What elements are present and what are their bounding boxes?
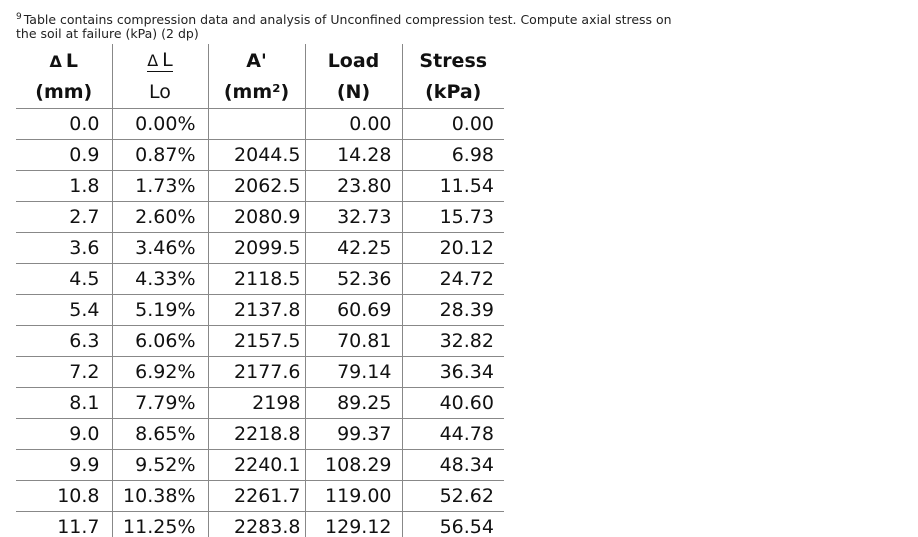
header-load: Load <box>305 44 402 77</box>
header-stress: Stress <box>402 44 504 77</box>
unit-mm2: (mm²) <box>208 77 305 108</box>
delta-l-cell: 2.7 <box>16 201 112 232</box>
load-cell: 42.25 <box>305 232 402 263</box>
load-cell: 60.69 <box>305 294 402 325</box>
table-body <box>16 108 504 537</box>
table-row <box>16 201 504 232</box>
area-cell: 2240.1 <box>208 449 305 480</box>
header-corrected-area: A' <box>208 44 305 77</box>
delta-l-cell: 9.9 <box>16 449 112 480</box>
load-cell: 70.81 <box>305 325 402 356</box>
load-cell: 119.00 <box>305 480 402 511</box>
delta-l-cell: 4.5 <box>16 263 112 294</box>
load-cell: 79.14 <box>305 356 402 387</box>
strain-cell: 0.87% <box>112 139 208 170</box>
compression-data-table <box>16 44 504 537</box>
table-row <box>16 232 504 263</box>
strain-cell: 3.46% <box>112 232 208 263</box>
load-cell: 52.36 <box>305 263 402 294</box>
table-row <box>16 108 504 139</box>
strain-cell: 11.25% <box>112 511 208 537</box>
stress-cell: 36.34 <box>402 356 504 387</box>
strain-cell: 1.73% <box>112 170 208 201</box>
question-prompt: Table contains compression data and analysis of Unconfined compression test. Compute axial stress on the soil at failure (kPa) (2 dp) <box>16 12 672 41</box>
fraction-denominator-lo: Lo <box>112 77 208 108</box>
delta-l-cell: 10.8 <box>16 480 112 511</box>
load-cell: 99.37 <box>305 418 402 449</box>
area-cell: 2118.5 <box>208 263 305 294</box>
area-cell: 2062.5 <box>208 170 305 201</box>
stress-cell: 52.62 <box>402 480 504 511</box>
stress-cell: 40.60 <box>402 387 504 418</box>
area-cell: 2283.8 <box>208 511 305 537</box>
question-text-block <box>16 10 676 41</box>
stress-cell: 6.98 <box>402 139 504 170</box>
delta-l-cell: 1.8 <box>16 170 112 201</box>
area-cell: 2261.7 <box>208 480 305 511</box>
area-cell <box>208 108 305 139</box>
unit-mm: (mm) <box>16 77 112 108</box>
stress-cell: 32.82 <box>402 325 504 356</box>
stress-cell: 15.73 <box>402 201 504 232</box>
load-cell: 108.29 <box>305 449 402 480</box>
area-cell: 2177.6 <box>208 356 305 387</box>
table-row <box>16 294 504 325</box>
strain-cell: 8.65% <box>112 418 208 449</box>
load-cell: 14.28 <box>305 139 402 170</box>
strain-cell: 0.00% <box>112 108 208 139</box>
unit-kpa: (kPa) <box>402 77 504 108</box>
table-row <box>16 263 504 294</box>
strain-cell: 6.92% <box>112 356 208 387</box>
stress-cell: 56.54 <box>402 511 504 537</box>
strain-cell: 4.33% <box>112 263 208 294</box>
stress-cell: 24.72 <box>402 263 504 294</box>
stress-cell: 0.00 <box>402 108 504 139</box>
table-row <box>16 511 504 537</box>
strain-cell: 2.60% <box>112 201 208 232</box>
area-cell: 2198 <box>208 387 305 418</box>
table-row <box>16 418 504 449</box>
area-cell: 2099.5 <box>208 232 305 263</box>
load-cell: 129.12 <box>305 511 402 537</box>
area-cell: 2137.8 <box>208 294 305 325</box>
delta-icon: Δ <box>49 51 62 71</box>
table-row <box>16 449 504 480</box>
unit-n: (N) <box>305 77 402 108</box>
delta-l-cell: 5.4 <box>16 294 112 325</box>
strain-cell: 9.52% <box>112 449 208 480</box>
load-cell: 89.25 <box>305 387 402 418</box>
table-row <box>16 480 504 511</box>
header-strain-numerator <box>112 44 208 77</box>
delta-l-cell: 11.7 <box>16 511 112 537</box>
table-header-row-top <box>16 44 504 77</box>
stress-cell: 48.34 <box>402 449 504 480</box>
area-cell: 2080.9 <box>208 201 305 232</box>
data-table-container <box>16 44 504 537</box>
stress-cell: 11.54 <box>402 170 504 201</box>
delta-l-cell: 0.0 <box>16 108 112 139</box>
delta-l-cell: 6.3 <box>16 325 112 356</box>
strain-cell: 6.06% <box>112 325 208 356</box>
delta-l-cell: 3.6 <box>16 232 112 263</box>
question-number: 9 <box>16 12 22 22</box>
area-cell: 2218.8 <box>208 418 305 449</box>
delta-l-cell: 7.2 <box>16 356 112 387</box>
table-row <box>16 356 504 387</box>
delta-l-cell: 0.9 <box>16 139 112 170</box>
table-row <box>16 387 504 418</box>
stress-cell: 20.12 <box>402 232 504 263</box>
stress-cell: 44.78 <box>402 418 504 449</box>
stress-cell: 28.39 <box>402 294 504 325</box>
area-cell: 2044.5 <box>208 139 305 170</box>
table-row <box>16 139 504 170</box>
load-cell: 32.73 <box>305 201 402 232</box>
strain-cell: 7.79% <box>112 387 208 418</box>
delta-l-cell: 8.1 <box>16 387 112 418</box>
load-cell: 23.80 <box>305 170 402 201</box>
strain-cell: 10.38% <box>112 480 208 511</box>
strain-cell: 5.19% <box>112 294 208 325</box>
table-row <box>16 325 504 356</box>
delta-l-cell: 9.0 <box>16 418 112 449</box>
area-cell: 2157.5 <box>208 325 305 356</box>
table-row <box>16 170 504 201</box>
table-header-row-units <box>16 77 504 108</box>
load-cell: 0.00 <box>305 108 402 139</box>
delta-icon: Δ <box>147 51 159 70</box>
header-delta-l: Δ L <box>49 49 78 72</box>
fraction-numerator: Δ L <box>147 49 173 71</box>
